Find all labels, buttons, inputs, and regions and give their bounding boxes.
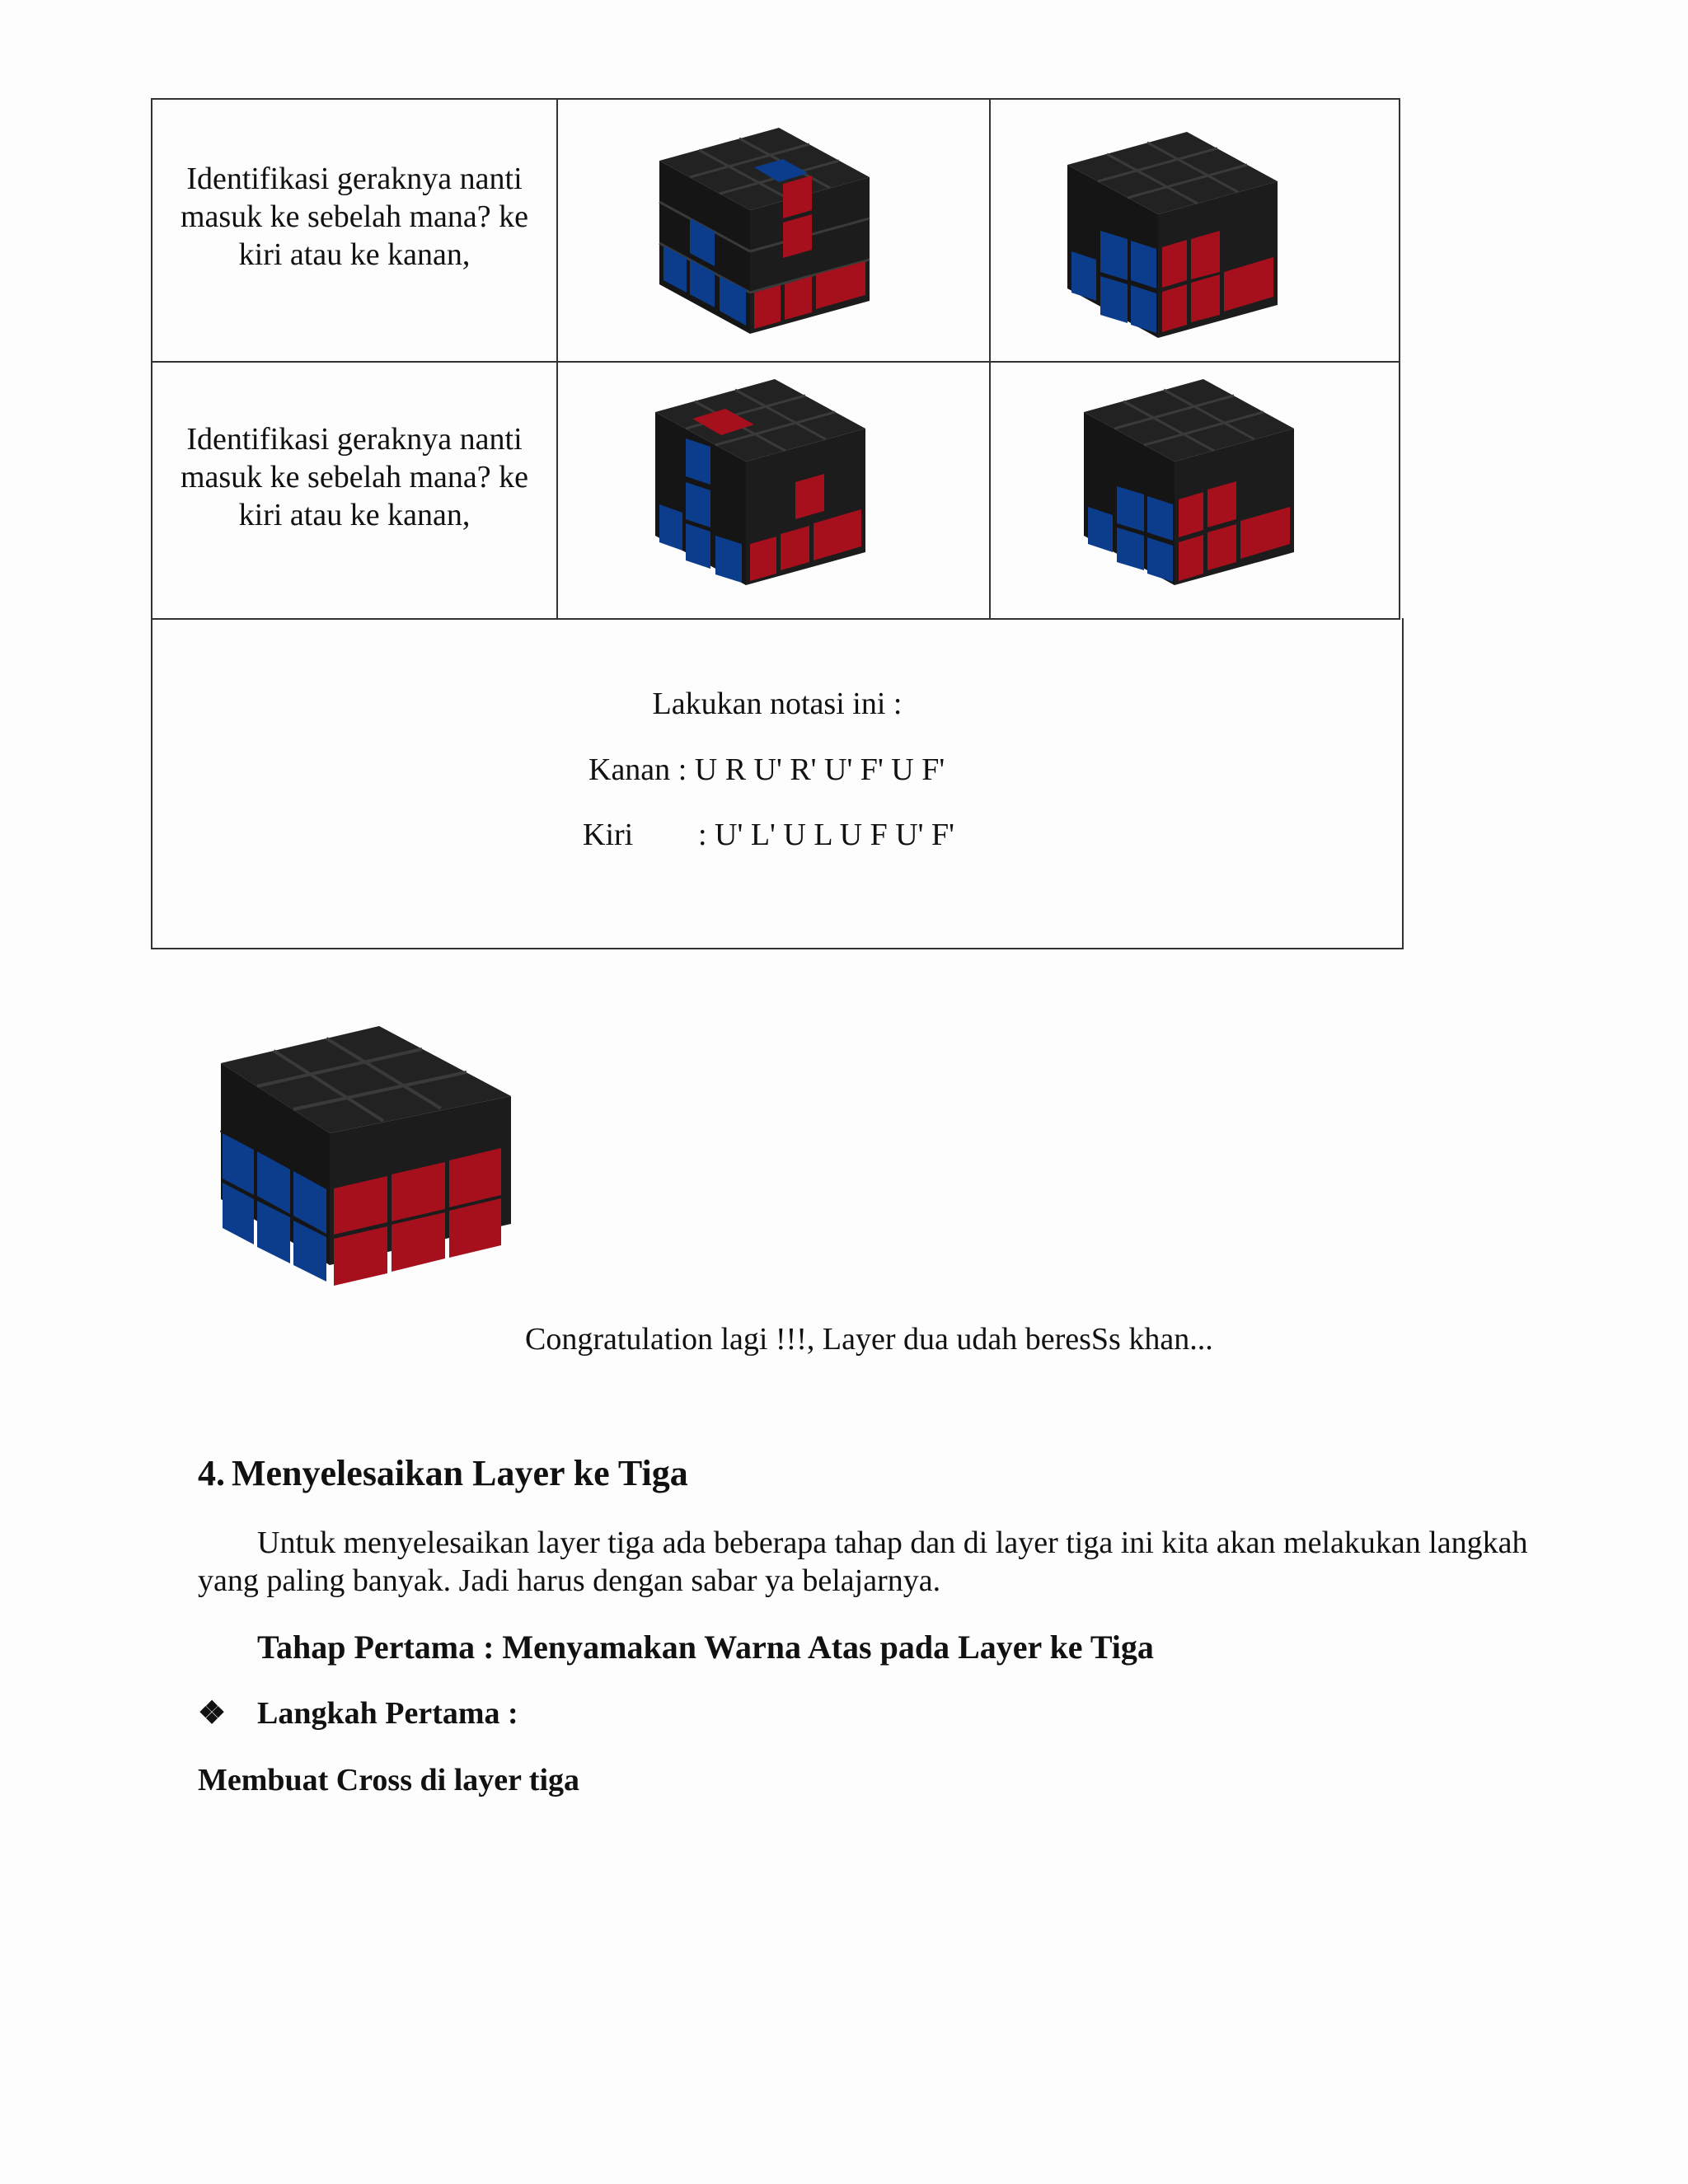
step-subtitle: Membuat Cross di layer tiga [198,1763,580,1797]
notation-title: Lakukan notasi ini : [652,687,903,721]
step-row [198,1694,518,1732]
cube-image [651,379,874,602]
notation-left-moves: : U' L' U L U F U' F' [698,818,954,852]
section-paragraph: Untuk menyelesaikan layer tiga ada beberapa tahap dan di layer tiga ini kita akan melakukan langkah yang paling banyak. Jadi harus dengan sabar ya belajarnya. [198,1526,1528,1598]
notation-right [588,752,945,788]
notation-left [583,817,954,853]
notation-right-label: Kanan [588,752,671,787]
section-title: Menyelesaikan Layer ke Tiga [232,1453,688,1493]
table-row-instruction: Identifikasi geraknya nanti masuk ke sebelah mana? ke kiri atau ke kanan, [180,162,529,272]
section-number: 4. [198,1453,225,1493]
diamond-bullet-icon: ❖ [198,1696,227,1731]
cube-image [1080,379,1302,602]
step-title: Langkah Pertama : [257,1696,518,1731]
table-divider [556,100,558,618]
table-row-instruction: Identifikasi geraknya nanti masuk ke sebelah mana? ke kiri atau ke kanan, [180,422,529,532]
table-divider [152,361,1399,363]
cube-image [655,128,878,350]
notation-right-moves: : U R U' R' U' F' U F' [678,752,945,787]
table-divider [989,100,991,618]
cube-image [214,1026,519,1347]
section-heading [198,1452,688,1494]
congrats-text: Congratulation lagi !!!, Layer dua udah beresSs khan... [525,1322,1213,1357]
notation-left-label: Kiri [583,818,634,852]
cube-image [1063,132,1286,354]
stage-title: Tahap Pertama : Menyamakan Warna Atas pada Layer ke Tiga [257,1629,1154,1666]
